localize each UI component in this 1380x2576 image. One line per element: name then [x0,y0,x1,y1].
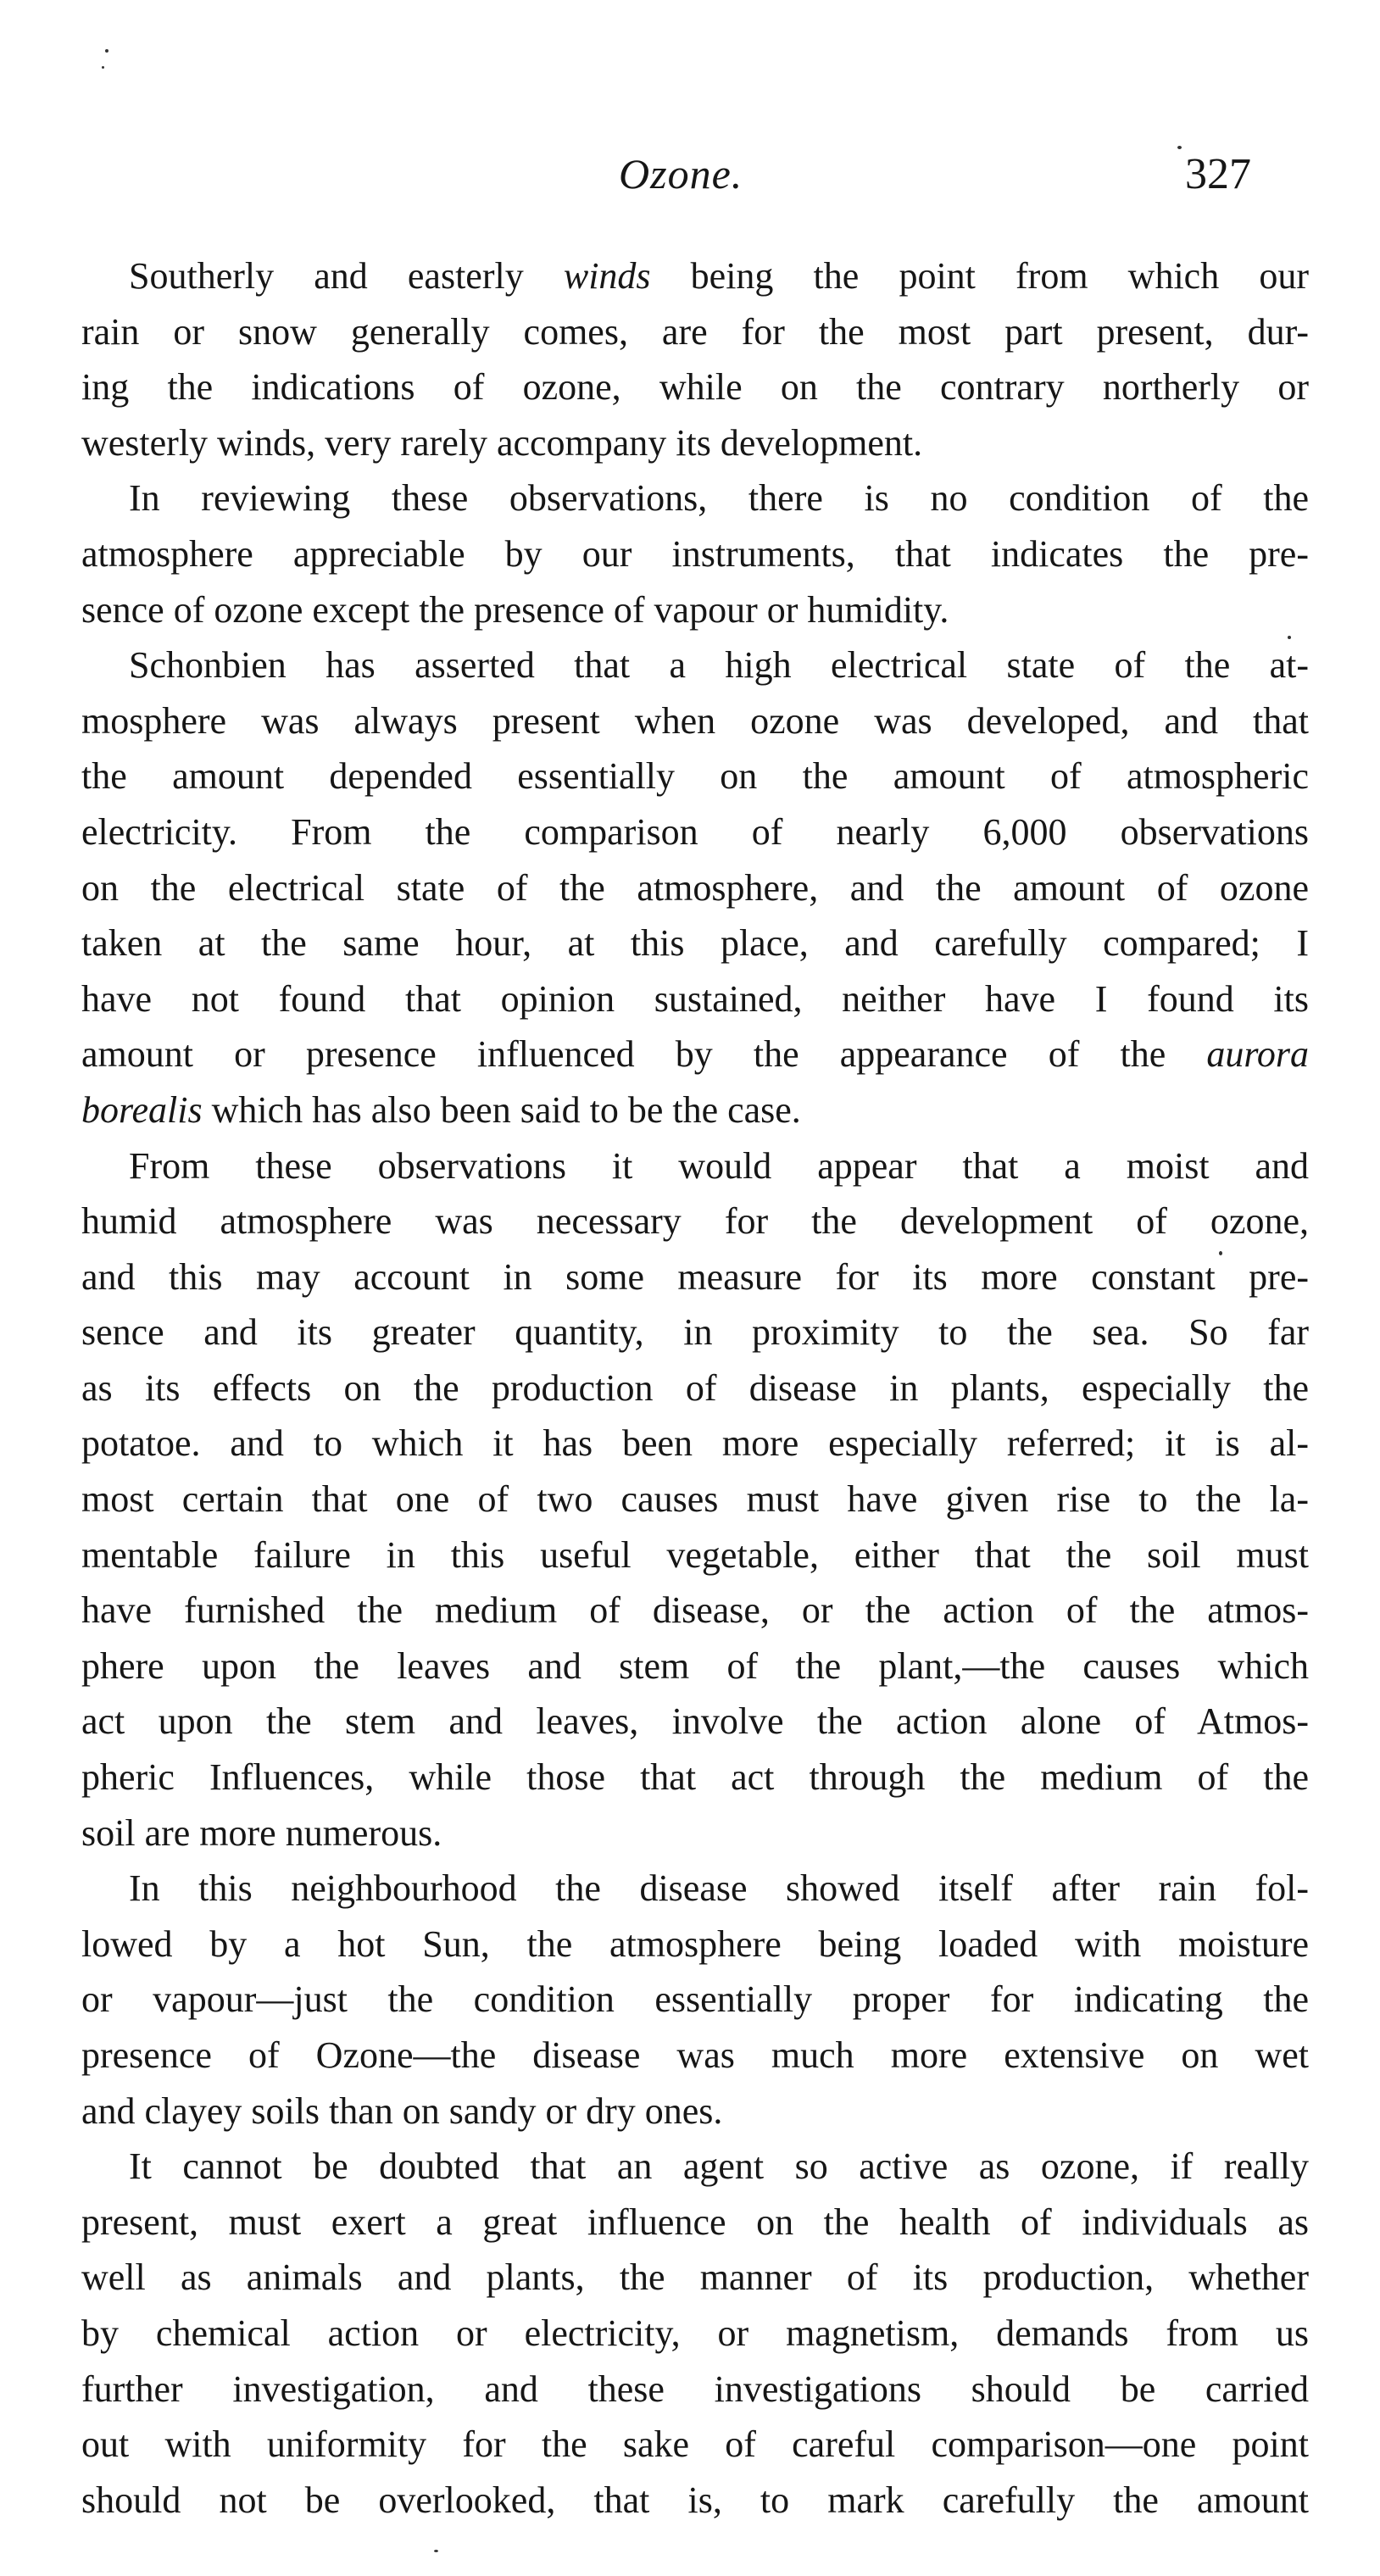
text-line: borealis which has also been said to be the case. [81,1088,801,1131]
text-line: out with uniformity for the sake of careful comparison—one point [81,2423,1309,2466]
text-line: From these observations it would appear that a moist and [129,1144,1309,1187]
text-line: humid atmosphere was necessary for the development of ozone, [81,1200,1309,1243]
text-line: on the electrical state of the atmosphere, and the amount of ozone [81,866,1309,909]
text-line: presence of Ozone—the disease was much more extensive on wet [81,2034,1309,2076]
text-line: atmosphere appreciable by our instruments, that indicates the pre- [81,532,1309,575]
print-speck [102,66,104,69]
italic-word: borealis [81,1088,203,1131]
page-body [81,248,1309,2528]
text-line: potatoe. and to which it has been more especially referred; it is al- [81,1422,1309,1465]
text-line: and clayey soils than on sandy or dry ones. [81,2089,723,2132]
italic-word: winds [563,255,651,297]
text-line: phere upon the leaves and stem of the plant,—the causes which [81,1644,1309,1687]
text-line: soil are more numerous. [81,1811,442,1854]
text-line: further investigation, and these investigations should be carried [81,2367,1309,2410]
text-line: most certain that one of two causes must have given rise to the la- [81,1478,1309,1521]
running-head: Ozone. [619,150,743,198]
text-line: It cannot be doubted that an agent so active as ozone, if really [129,2145,1309,2188]
text-line: taken at the same hour, at this place, and carefully compared; I [81,922,1309,965]
text-line: Schonbien has asserted that a high electrical state of the at- [129,644,1309,687]
text-line: mentable failure in this useful vegetable, either that the soil must [81,1533,1309,1576]
print-speck [105,49,109,53]
text-segment: Southerly and easterly winds being the point from which our [129,255,1309,297]
text-line: the amount depended essentially on the amount of atmospheric [81,755,1309,798]
text-line: mosphere was always present when ozone was developed, and that [81,699,1309,742]
text-line: electricity. From the comparison of nearly 6,000 observations [81,810,1309,853]
text-line: present, must exert a great influence on the health of individuals as [81,2200,1309,2243]
text-line: sence and its greater quantity, in proximity to the sea. So far [81,1311,1309,1354]
text-line: well as animals and plants, the manner of its production, whether [81,2256,1309,2299]
text-line: act upon the stem and leaves, involve the action alone of Atmos- [81,1700,1309,1743]
text-line: pheric Influences, while those that act through the medium of the [81,1756,1309,1799]
text-line: should not be overlooked, that is, to mark carefully the amount [81,2479,1309,2521]
print-speck [434,2550,438,2552]
text-line [81,248,1309,304]
text-line: and this may account in some measure for its more constant pre- [81,1255,1309,1298]
text-line: rain or snow generally comes, are for the most part present, dur- [81,310,1309,353]
italic-word: aurora [1206,1033,1309,1076]
text-line: or vapour—just the condition essentially proper for indicating the [81,1978,1309,2021]
text-line: sence of ozone except the presence of vapour or humidity. [81,588,949,631]
text-line: ing the indications of ozone, while on the contrary northerly or [81,366,1309,409]
text-line: amount or presence influenced by the appearance of the aurora [81,1033,1309,1076]
text-line: lowed by a hot Sun, the atmosphere being loaded with moisture [81,1922,1309,1965]
page-header [0,149,1380,217]
text-line: In this neighbourhood the disease showed itself after rain fol- [129,1867,1309,1910]
text-line: by chemical action or electricity, or magnetism, demands from us [81,2312,1309,2354]
text-line: as its effects on the production of disease in plants, especially the [81,1366,1309,1409]
page-number: 327 [1185,150,1251,198]
text-line: In reviewing these observations, there is no condition of the [129,477,1309,520]
text-line: have furnished the medium of disease, or the action of the atmos- [81,1589,1309,1632]
text-line: westerly winds, very rarely accompany its development. [81,421,923,464]
text-line: have not found that opinion sustained, neither have I found its [81,977,1309,1020]
